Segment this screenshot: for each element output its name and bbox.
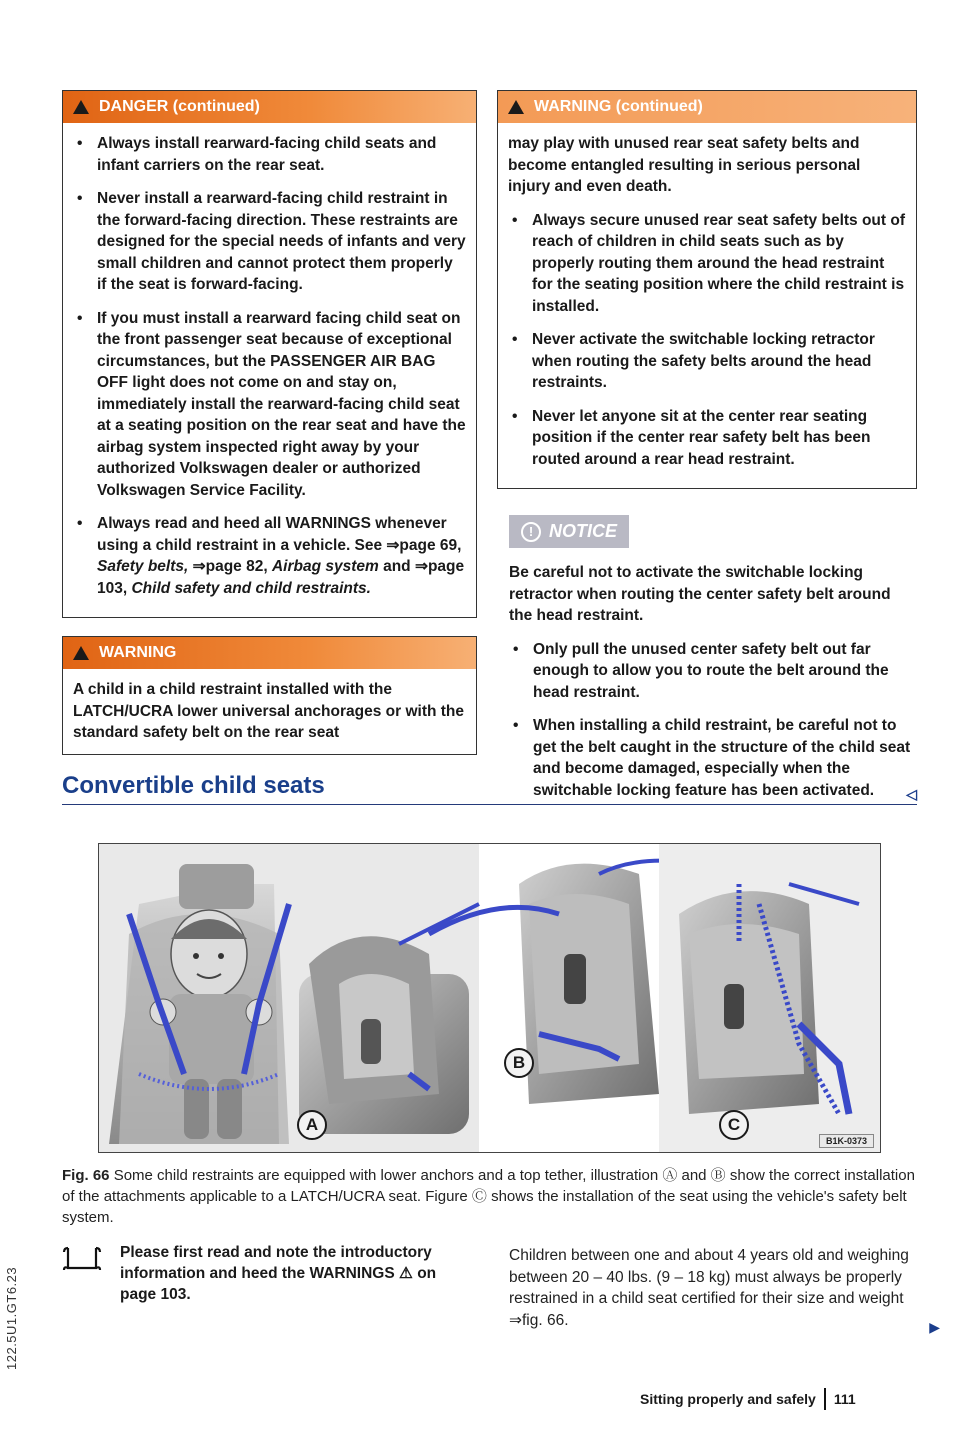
warning-intro-right: may play with unused rear seat safety belts and become entangled resulting in serious personal injury and even death. (508, 135, 861, 195)
notice-intro: Be careful not to activate the switchable locking retractor when routing the center safety belt around the head restraint. (509, 564, 891, 624)
figure-label-b: B (504, 1048, 534, 1078)
danger-bullet-2: • Never install a rearward-facing child restraint in the forward-facing direction. These restraints are designed for the special needs of infants and very small children and cannot protect them properly if the seat is forward-facing. (73, 188, 466, 296)
page-number: 111 (833, 1391, 856, 1407)
continued-arrow-icon: ▶ (929, 1319, 940, 1335)
warning-header-text: WARNING (99, 644, 177, 661)
warning-body-left (63, 669, 476, 754)
warning-triangle-icon (73, 100, 89, 114)
danger-header (63, 91, 476, 123)
notice-tag (509, 515, 629, 548)
figure-code: B1K-0373 (819, 1134, 874, 1148)
warning-box-right (497, 90, 917, 489)
notice-body (497, 562, 917, 801)
ref-airbag-system-link[interactable]: Airbag system (271, 558, 379, 575)
page-footer (640, 1388, 856, 1410)
right-column (497, 90, 917, 813)
figure-caption (62, 1165, 917, 1228)
warning-continued-header-text: WARNING (continued) (534, 98, 703, 115)
book-icon (62, 1244, 102, 1274)
danger-bullet-3: • If you must install a rearward facing child seat on the front passenger seat because of exceptional circumstances, but the PASSENGER AIR BAG OFF light does not come on and stay on, immediately install the rearward-facing child seat at a seating position on the rear seat and have the airbag system inspected right away by your authorized Volkswagen dealer or authorized Volkswagen Service Facility. (73, 308, 466, 502)
danger-bullet-4-mid2: and ⇒page 103, (97, 558, 465, 597)
danger-bullet-4-prefix: Always read and heed all WARNINGS whenever using a child restraint in a vehicle. See ⇒page 69, (97, 515, 462, 554)
warning-box-left (62, 636, 477, 755)
warning-triangle-icon (73, 646, 89, 660)
panel-a-illustration (99, 844, 479, 1153)
figure-66 (98, 843, 881, 1153)
danger-bullet-4 (73, 513, 466, 599)
notice-bullet-1: • Only pull the unused center safety belt out far enough to allow you to route the belt around the head restraint. (509, 639, 917, 704)
figure-label-c: C (719, 1110, 749, 1140)
section-title: Convertible child seats (62, 772, 917, 805)
left-column (62, 90, 477, 773)
danger-body (63, 123, 476, 617)
danger-header-text: DANGER (continued) (99, 98, 260, 115)
ref-child-safety-link[interactable]: Child safety and child restraints. (131, 579, 371, 597)
panel-c-illustration (659, 844, 881, 1153)
footer-title: Sitting properly and safely (640, 1391, 816, 1407)
read-first-note (62, 1242, 472, 1305)
danger-bullet-4-mid1: ⇒page 82, (188, 558, 272, 575)
danger-bullet-1: • Always install rearward-facing child seats and infant carriers on the rear seat. (73, 133, 466, 176)
warning-bullet-1: • Always secure unused rear seat safety belts out of reach of children in child seats such as by properly routing them around the head restraint for the seating position where the child restraint is installed. (508, 210, 906, 318)
warning-body-right (498, 123, 916, 488)
warning-bullet-3: • Never let anyone sit at the center rear seating position if the center rear safety belt has been routed around a rear head restraint. (508, 406, 906, 471)
figure-illustration (99, 844, 881, 1153)
warning-triangle-icon (508, 100, 524, 114)
figure-label-a: A (297, 1110, 327, 1140)
ref-safety-belts-link[interactable]: Safety belts, (97, 558, 189, 575)
document-code: 122.5U1.GT6.23 (4, 1266, 19, 1370)
notice-icon: ! (521, 522, 541, 542)
figure-caption-text: Some child restraints are equipped with lower anchors and a top tether, illustration Ⓐ and Ⓑ show the correct installation of the attachments applicable to a LATCH/UCRA seat. Figure Ⓒ shows the installation of the seat using the vehicle's safety belt system. (62, 1167, 915, 1226)
danger-box (62, 90, 477, 618)
footer-divider (824, 1388, 826, 1410)
warning-header-left (63, 637, 476, 669)
read-note-text: Please first read and note the introductory information and heed the WARNINGS ⚠ on page 103. (120, 1244, 437, 1303)
warning-text-left: A child in a child restraint installed with the LATCH/UCRA lower universal anchorages or with the standard safety belt on the rear seat (73, 681, 465, 741)
body-paragraph: Children between one and about 4 years old and weighing between 20 – 40 lbs. (9 – 18 kg) must always be properly restrained in a child seat certified for their size and weight ⇒fig. 66. (509, 1247, 909, 1329)
warning-header-right (498, 91, 916, 123)
warning-bullet-2: • Never activate the switchable locking retractor when routing the safety belts around the head restraints. (508, 329, 906, 394)
figure-number: Fig. 66 (62, 1167, 110, 1184)
notice-bullet-2-text: When installing a child restraint, be careful not to get the belt caught in the structure of the child seat and become damaged, especially when the switchable locking feature has been activated. (533, 717, 911, 799)
notice-label: NOTICE (549, 521, 618, 541)
end-of-section-icon: ◁ (906, 785, 917, 802)
